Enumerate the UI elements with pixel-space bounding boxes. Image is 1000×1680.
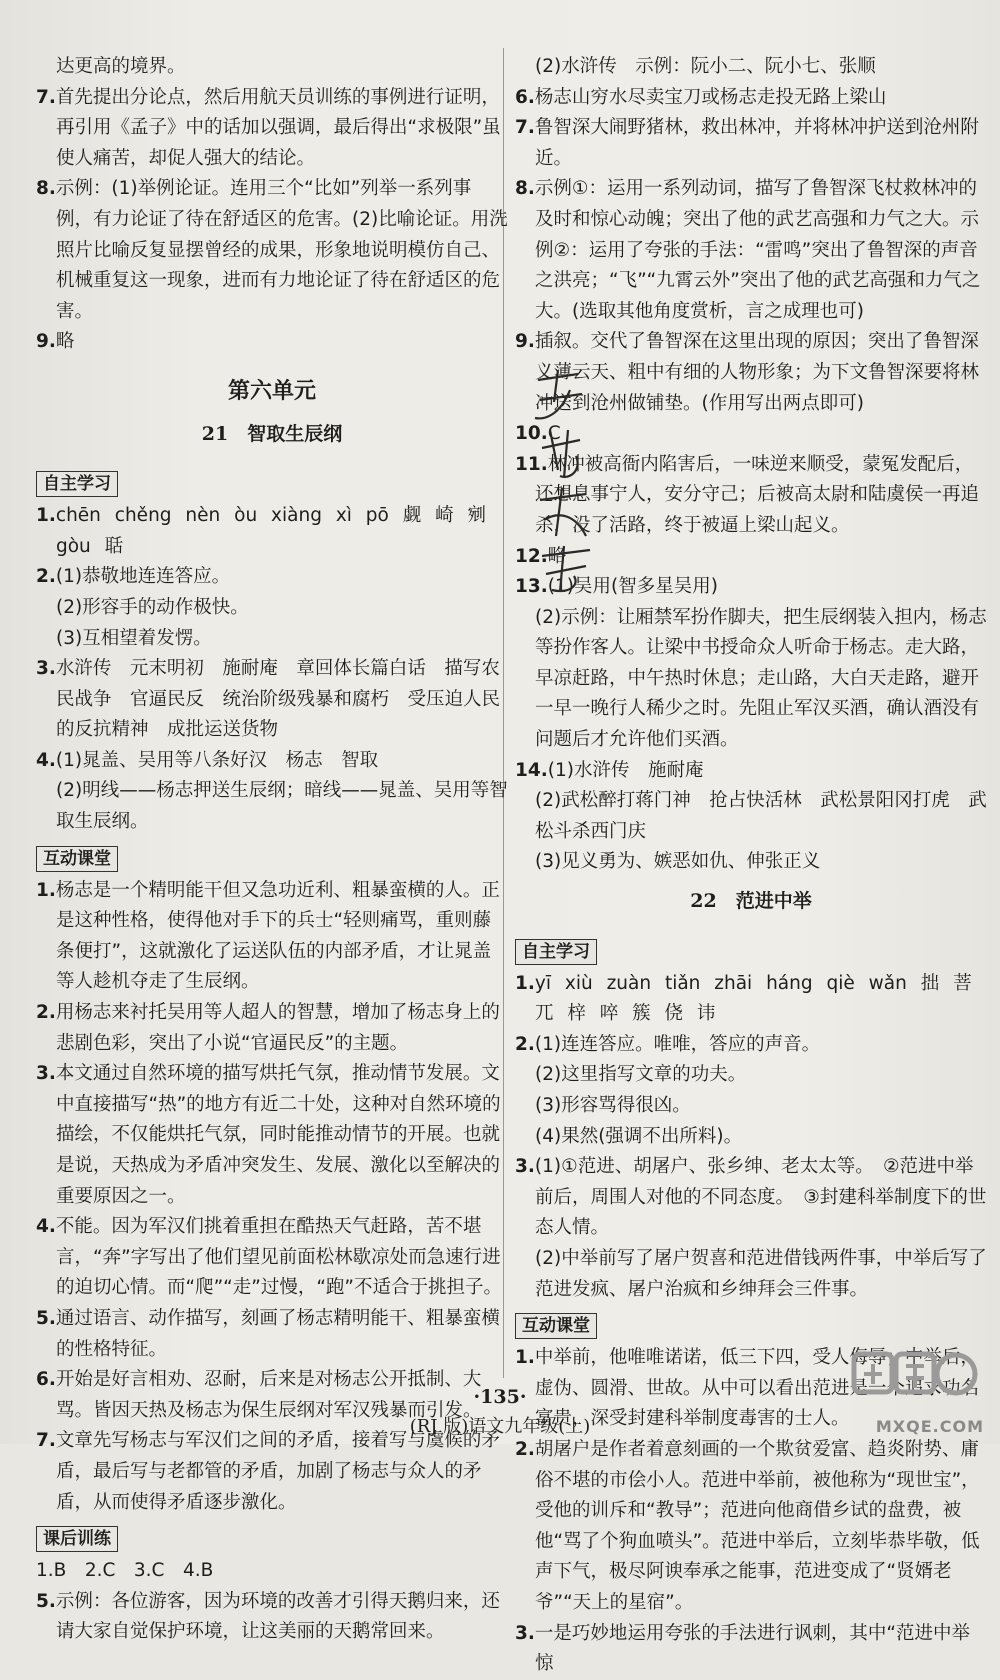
item-number: 1. [36,505,56,527]
answer-item [515,113,987,174]
item-number: 7. [36,1430,56,1452]
item-number: 6. [36,1369,56,1391]
item-number: 2. [515,1438,535,1460]
section-label: 课后训练 [36,1526,118,1552]
edition-label: (RJ 版)语文九年级(上) [409,1416,591,1437]
item-text: 文章先写杨志与军汉们之间的矛盾，接着写与虞候的矛盾，最后写与老都管的矛盾，加剧了杨志与众人的矛盾，从而使得矛盾逐步激化。 [55,1430,500,1513]
answer-item [515,83,987,114]
answer-item [515,756,987,787]
item-number: 2. [515,1033,535,1055]
item-number: 3. [36,658,56,680]
sub-answer: (1)恭敬地连连答应。 [55,566,231,588]
answer-item [36,1426,508,1518]
item-number: 14. [515,759,548,781]
item-number: 2. [36,1002,56,1024]
sub-answer: (2)形容手的动作极快。 [56,596,249,618]
sub-answer: (1)吴用(智多星吴用) [547,576,718,598]
item-number: 11. [515,453,548,475]
item-text: 略 [547,545,567,567]
section-label: 互动课堂 [515,1313,597,1339]
sub-answer: (3)见义勇为、嫉恶如仇、伸张正义 [535,851,821,873]
pinyin-text: 兀 梓 啐 簇 侥 讳 [535,1003,716,1025]
item-number: 1. [515,1347,535,1369]
item-number: 3. [515,1622,535,1644]
sub-answer: (2)示例：让厢禁军扮作脚夫，把生辰纲装入担内，杨志等扮作客人。让梁中书授命众人听命于杨志。走大路，早凉赶路，中午热时休息；走山路，大白天走路，避开一早一晚行人稀少之时。先阻止军汉买酒，确认酒没有问题后才允许他们买酒。 [535,606,987,751]
item-number: 13. [515,576,548,598]
sub-answer: (2)这里指写文章的功夫。 [535,1064,747,1086]
lesson-title: 22 范进中举 [690,890,812,913]
item-number: 9. [515,331,535,353]
site-watermark [815,1348,990,1436]
sub-answer: (2)水浒传 示例：阮小二、阮小七、张顺 [535,56,876,77]
item-number: 4. [36,1216,56,1238]
sub-answer: (2)武松醉打蒋门神 抢占快活林 武松景阳冈打虎 武松斗杀西门庆 [535,790,987,842]
pinyin-text: yī xiù zuàn tiǎn zhāi háng qiè wǎn 拙 菩 [534,972,972,994]
answer-item [515,1030,987,1061]
item-number: 12. [515,545,548,567]
item-number: 10. [515,423,548,445]
item-text: 开始是好言相劝、忍耐，后来是对杨志公开抵制、大骂。皆因天热及杨志为保生辰纲对军汉残暴而引发。 [55,1369,482,1421]
answer-item [36,654,508,746]
sub-answer: (4)果然(强调不出所料)。 [535,1125,743,1147]
item-text: 示例①：运用一系列动词，描写了鲁智深飞杖救林冲的及时和惊心动魄；突出了他的武艺高强和力气之大。示例②：运用了夸张的手法：“雷鸣”突出了鲁智深的声音之洪亮；“飞”“九霄云外”突出了他的武艺高强和力气之大。(选取其他角度赏析，言之成理也可) [534,178,981,322]
page-number: ·135· [473,1386,527,1408]
section-label: 互动课堂 [36,846,118,872]
answer-item [36,876,508,998]
answer-item [36,562,508,593]
item-text: 胡屠户是作者着意刻画的一个欺贫爱富、趋炎附势、庸俗不堪的市侩小人。范进中举前，被他称为“现世宝”，受他的训斥和“教导”；范进向他商借乡试的盘费，被他“骂了个狗血喷头”。范进中举后，立刻毕恭毕敬，低声下气，极尽阿谀奉承之能事，范进变成了“贤婿老爷”“天上的星宿”。 [534,1438,980,1613]
left-column [36,52,508,1648]
item-number: 1. [36,879,56,901]
item-text: 杨志山穷水尽卖宝刀或杨志走投无路上梁山 [534,86,887,108]
item-number: 5. [36,1307,56,1329]
answer-stamp-logo-icon [850,1348,980,1410]
watermark-text: MXQE.COM [875,1417,984,1436]
answer-item [36,501,508,532]
item-text: 通过语言、动作描写，刻画了杨志精明能干、粗暴蛮横的性格特征。 [55,1307,500,1360]
item-number: 8. [515,178,535,200]
item-number: 5. [36,1590,56,1612]
sub-answer: (1)水浒传 施耐庵 [547,759,704,781]
pinyin-text: chēn chěng nèn òu xiàng xì pō 觑 崎 剜 [55,505,487,527]
answer-item [36,327,508,358]
sub-answer: (3)互相望着发愣。 [56,627,212,649]
sub-answer: (1)晁盖、吴用等八条好汉 杨志 智取 [55,749,379,771]
section-label: 自主学习 [515,939,597,965]
item-text: 插叙。交代了鲁智深在这里出现的原因；突出了鲁智深义薄云天、粗中有细的人物形象；为下文鲁智深要将林冲送到沧州做铺垫。(作用写出两点即可) [534,331,980,414]
item-number: 2. [36,566,56,588]
answer-item [36,174,508,327]
answer-item [36,1304,508,1365]
item-text: 用杨志来衬托吴用等人超人的智慧，增加了杨志身上的悲剧色彩，突出了小说“官逼民反”的主题。 [55,1002,500,1054]
item-number: 4. [36,749,56,771]
answer-item [515,174,987,327]
item-text: 不能。因为军汉们挑着重担在酷热天气赶路，苦不堪言，“奔”字写出了他们望见前面松林歇凉处而急速行进的迫切心情。而“爬”“走”过慢，“跑”不适合于挑担子。 [55,1216,503,1299]
lesson-title: 21 智取生辰纲 [201,422,343,445]
item-text: 中举前，他唯唯诺诺，低三下四，受人侮辱；中举后，虚伪、圆滑、世故。从中可以看出范进是一个追求功名富贵，深受封建科举制度毒害的士人。 [534,1347,980,1430]
item-text: 杨志是一个精明能干但又急功近利、粗暴蛮横的人。正是这种性格，使得他对手下的兵士“轻则痛骂，重则藤条便打”，这就激化了运送队伍的内部矛盾，才让晁盖等人趁机夺走了生辰纲。 [55,879,500,993]
sub-answer: (1)①范进、胡屠户、张乡绅、老太太等。 ②范进中举前后，周围人对他的不同态度。 ③封建科举制度下的世态人情。 [534,1156,987,1239]
item-number: 1. [515,972,535,994]
item-number: 6. [515,86,535,108]
item-text: 水浒传 元末明初 施耐庵 章回体长篇白话 描写农民战争 官逼民反 统治阶级残暴和腐朽 受压迫人民的反抗精神 成批运送货物 [55,658,501,741]
sub-answer: (1)连连答应。唯唯，答应的声音。 [534,1033,821,1055]
item-text: 本文通过自然环境的描写烘托气氛，推动情节发展。文中直接描写“热”的地方有近二十处，这种对自然环境的描绘，不仅能烘托气氛，同时能推动情节的开展。也就是说，天热成为矛盾冲突发生、发展、激化以至解决的重要原因之一。 [55,1063,501,1207]
pinyin-text: gòu 聒 [56,535,124,557]
answer-continuation: 达更高的境界。 [56,56,186,77]
answer-item [36,998,508,1059]
item-text: 鲁智深大闹野猪林，救出林冲，并将林冲护送到沧州附近。 [534,117,979,169]
item-number: 7. [515,117,535,139]
item-text: 示例：各位游客，因为环境的改善才引得天鹅归来，还请大家自觉保护环境，让这美丽的天鹅常回来。 [55,1590,500,1643]
answer-item [515,969,987,1000]
section-label: 自主学习 [36,471,118,497]
answer-item [36,746,508,777]
answer-item [515,1152,987,1244]
answer-item [515,1619,987,1680]
item-number: 3. [36,1063,56,1085]
item-text: 略 [55,331,75,353]
item-number: 7. [36,86,56,108]
answer-item [36,1587,508,1648]
item-text: 首先提出分论点，然后用航天员训练的事例进行证明，再引用《孟子》中的话加以强调，最后得出“求极限”虽使人痛苦，却促人强大的结论。 [55,86,501,169]
answer-item [36,83,508,175]
item-number: 8. [36,178,56,200]
choice-answers: 1.B 2.C 3.C 4.B [36,1560,214,1582]
item-text: 示例：(1)举例论证。连用三个“比如”列举一系列事例，有力论证了待在舒适区的危害。(2)比喻论证。用洗照片比喻反复显摆曾经的成果，形象地说明模仿自己、机械重复这一现象，进而有力地论证了待在舒适区的危害。 [55,178,508,322]
item-text: 林冲被高衙内陷害后，一味逆来顺受，蒙冤发配后，还想息事宁人，安分守己；后被高太尉和陆虞侯一再追杀，没了活路，终于被逼上梁山起义。 [535,453,980,536]
sub-answer: (3)形容骂得很凶。 [535,1095,691,1116]
item-number: 3. [515,1156,535,1178]
answer-item [36,1212,508,1304]
sub-answer: (2)中举前写了屠户贺喜和范进借钱两件事，中举后写了范进发疯、屠户治疯和乡绅拜会三件事。 [535,1247,987,1300]
answer-item [515,1435,987,1619]
unit-title: 第六单元 [227,377,316,404]
sub-answer: (2)明线——杨志押送生辰纲；暗线——晁盖、吴用等智取生辰纲。 [56,780,508,833]
handwriting-scribble [520,360,610,600]
item-number: 9. [36,331,56,353]
item-text: C [547,423,561,445]
item-text: 一是巧妙地运用夸张的手法进行讽刺，其中“范进中举惊 [534,1622,970,1675]
answer-item [36,1059,508,1212]
